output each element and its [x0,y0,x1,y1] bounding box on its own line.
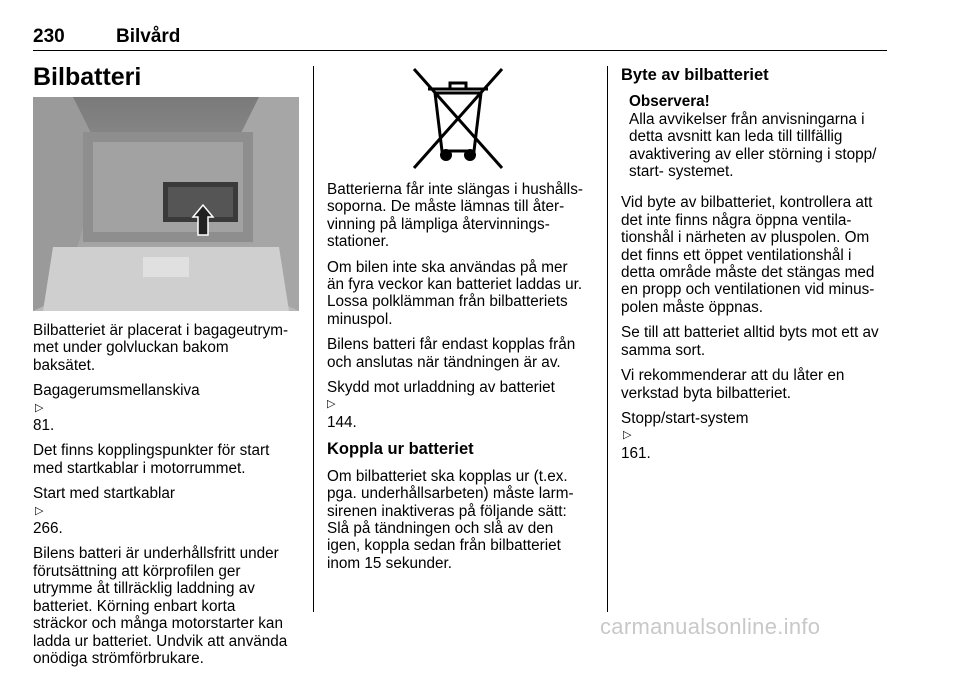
cross-reference[interactable]: Skydd mot urladdning av batteriet ▷ 144. [327,379,555,431]
paragraph: Det finns kopplingspunkter för start med startkablar i motorrummet. [33,442,270,477]
column-2 [327,181,593,580]
cross-reference[interactable]: Start med startkablar ▷ 266. [33,485,175,538]
column-3 [621,67,889,470]
subheading-replace-battery: Byte av bilbatteriet [621,66,769,84]
column-divider-2 [607,66,608,612]
page-number: 230 [33,26,65,47]
paragraph: Bilens batteri får endast kopplas från och anslutas när tändningen är av. [327,336,576,371]
header-divider [33,50,887,51]
page-header [33,26,887,50]
column-1 [33,322,299,675]
section-title: Bilbatteri [33,63,142,91]
chapter-title: Bilvård [116,26,181,47]
page-reference-icon: ▷ [623,429,632,442]
trunk-battery-photo [33,97,299,311]
paragraph: Om bilen inte ska användas på mer än fyra veckor kan batteriet laddas ur. Lossa polklämman från bilbatteriets minuspol. [327,258,583,328]
cross-reference[interactable]: Bagagerumsmellanskiva ▷ 81. [33,382,200,435]
paragraph: Batterierna får inte slängas i hushålls- soporna. De måste lämnas till åter- vinning på lämpliga återvinnings- stationer. [327,181,583,251]
recycling-bin-icon [402,67,514,170]
note-box: Observera! Alla avvikelser från anvisningarna i detta avsnitt kan leda till tillfällig avaktivering av eller störning i stopp/ start- systemet. [629,93,889,180]
column-divider-1 [313,66,314,612]
note-title: Observera! [629,93,710,111]
paragraph: Vi rekommenderar att du låter en verkstad byta bilbatteriet. [621,367,845,402]
paragraph: Om bilbatteriet ska kopplas ur (t.ex. pga. underhållsarbeten) måste larm- sirenen inaktiveras på följande sätt: Slå på tändningen och slå av den igen, koppla sedan från bilbatteriet inom 15 sekunder. [327,467,574,572]
page-reference-icon: ▷ [35,504,44,517]
page-reference-icon: ▷ [35,401,44,414]
watermark: carmanualsonline.info [600,614,821,639]
paragraph: Se till att batteriet alltid byts mot ett av samma sort. [621,324,879,359]
page-reference-icon: ▷ [327,398,336,411]
paragraph: Bilbatteriet är placerat i bagageutrym- met under golvluckan bakom baksätet. [33,322,289,374]
subheading-disconnect-battery: Koppla ur batteriet [327,440,474,459]
paragraph: Vid byte av bilbatteriet, kontrollera att det inte finns några öppna ventila- tionshål i närheten av pluspolen. Om det finns ett öppet ventilationshål i detta område måste det stängas med en propp och ventilationen vid minus- polen måste öppnas. [621,194,875,316]
cross-reference[interactable]: Stopp/start-system ▷ 161. [621,409,749,462]
paragraph: Bilens batteri är underhållsfritt under förutsättning att körprofilen ger utrymme åt tillräcklig laddning av batteriet. Körning enbart korta sträckor och många motorstarter kan ladda ur batteriet. Undvik att använda onödiga strömförbrukare. [33,545,288,667]
